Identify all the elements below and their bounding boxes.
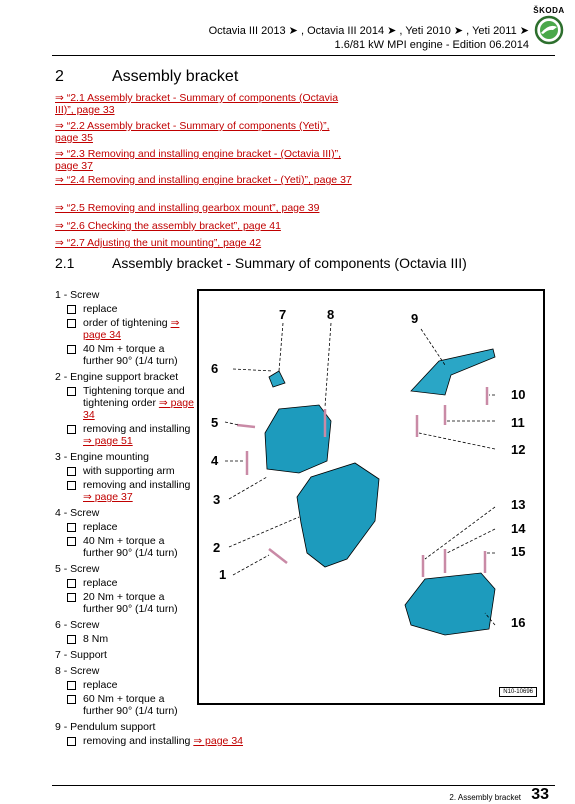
callout-15: 15 — [511, 544, 526, 559]
checkbox-bullet-icon — [67, 593, 76, 602]
legend-item-title: 1 - Screw — [55, 289, 100, 301]
toc-link-2-5[interactable]: ⇒ “2.5 Removing and installing gearbox mount”, page 39 — [55, 202, 320, 214]
legend-item-title: 9 - Pendulum support — [55, 721, 156, 733]
legend-note: 60 Nm + torque a further 90° (1/4 turn) — [83, 693, 178, 717]
gearbox-mount-part — [405, 573, 495, 635]
checkbox-bullet-icon — [67, 305, 76, 314]
legend-item-title: 5 - Screw — [55, 563, 100, 575]
checkbox-bullet-icon — [67, 635, 76, 644]
callout-9: 9 — [411, 311, 419, 326]
legend-note: order of tightening — [83, 317, 168, 329]
engine-mounting-part — [265, 405, 331, 473]
toc-link-2-4[interactable]: ⇒ “2.4 Removing and installing engine bracket - (Yeti)”, page 37 — [55, 174, 352, 186]
legend-item-title: 3 - Engine mounting — [55, 451, 149, 463]
legend-item-1 — [55, 289, 195, 367]
checkbox-bullet-icon — [67, 695, 76, 704]
legend-note: removing and installing — [83, 479, 191, 491]
component-legend — [55, 289, 243, 751]
callout-5: 5 — [211, 415, 219, 430]
callout-12: 12 — [511, 442, 526, 457]
page-link[interactable]: ⇒ page 34 — [193, 735, 243, 747]
callout-8: 8 — [327, 307, 335, 322]
checkbox-bullet-icon — [67, 425, 76, 434]
callout-3: 3 — [213, 492, 221, 507]
legend-note: replace — [83, 679, 118, 691]
exploded-view-figure — [197, 289, 545, 705]
page-number: 33 — [531, 786, 549, 803]
legend-item-7 — [55, 649, 195, 661]
legend-note: 40 Nm + torque a further 90° (1/4 turn) — [83, 535, 178, 559]
checkbox-bullet-icon — [67, 523, 76, 532]
toc-link-2-2[interactable]: ⇒ “2.2 Assembly bracket - Summary of components (Yeti)”, page 35 — [55, 120, 330, 144]
legend-item-2 — [55, 371, 195, 447]
legend-note: with supporting arm — [83, 465, 175, 477]
legend-item-8 — [55, 665, 195, 717]
legend-note: removing and installing — [83, 735, 191, 747]
legend-note: replace — [83, 577, 118, 589]
callout-2: 2 — [213, 540, 221, 555]
toc-link-2-6[interactable]: ⇒ “2.6 Checking the assembly bracket”, page 41 — [55, 220, 281, 232]
callout-11: 11 — [511, 415, 525, 430]
checkbox-bullet-icon — [67, 681, 76, 690]
footer-rule — [52, 785, 555, 786]
callout-13: 13 — [511, 497, 526, 512]
page-link[interactable]: ⇒ page 34 — [83, 397, 194, 421]
checkbox-bullet-icon — [67, 481, 76, 490]
callout-14: 14 — [511, 521, 526, 536]
legend-note: Tightening torque and tightening order — [83, 385, 185, 409]
checkbox-bullet-icon — [67, 345, 76, 354]
legend-item-3 — [55, 451, 195, 503]
header-rule — [52, 55, 555, 56]
page-link[interactable]: ⇒ page 51 — [83, 435, 133, 447]
section-number: 2 — [55, 68, 64, 85]
legend-item-title: 7 - Support — [55, 649, 107, 661]
checkbox-bullet-icon — [67, 467, 76, 476]
skoda-emblem-icon — [534, 15, 564, 45]
legend-item-title: 4 - Screw — [55, 507, 100, 519]
subsection-number: 2.1 — [55, 255, 75, 271]
legend-note: replace — [83, 521, 118, 533]
engine-support-bracket-part — [297, 463, 379, 567]
callout-1: 1 — [219, 567, 227, 582]
toc-link-2-1[interactable]: ⇒ “2.1 Assembly bracket - Summary of components (Octavia III)”, page 33 — [55, 92, 339, 116]
legend-note: removing and installing — [83, 423, 191, 435]
subsection-title: Assembly bracket - Summary of components (Octavia III) — [112, 255, 467, 271]
checkbox-bullet-icon — [67, 579, 76, 588]
figure-code: N10-10696 — [499, 687, 537, 697]
footer-section: 2. Assembly bracket — [449, 793, 521, 802]
legend-item-title: 2 - Engine support bracket — [55, 371, 179, 383]
toc-link-2-3[interactable]: ⇒ “2.3 Removing and installing engine bracket - (Octavia III)”, page 37 — [55, 148, 342, 172]
legend-item-6 — [55, 619, 195, 645]
checkbox-bullet-icon — [67, 387, 76, 396]
skoda-logo — [531, 6, 567, 50]
legend-note: replace — [83, 303, 118, 315]
page-link[interactable]: ⇒ page 34 — [83, 317, 180, 341]
header-vehicles: Octavia III 2013 ➤ , Octavia III 2014 ➤ , Yeti 2010 ➤ , Yeti 2011 ➤ — [208, 25, 529, 37]
pendulum-support-part — [411, 349, 495, 395]
screw-part — [237, 425, 255, 427]
toc-link-2-7[interactable]: ⇒ “2.7 Adjusting the unit mounting”, page 42 — [55, 237, 262, 249]
legend-item-5 — [55, 563, 195, 615]
page-link[interactable]: ⇒ page 37 — [83, 491, 133, 503]
header-edition: 1.6/81 kW MPI engine - Edition 06.2014 — [334, 39, 529, 51]
screw-part — [269, 549, 287, 563]
legend-item-title: 6 - Screw — [55, 619, 100, 631]
page-header — [209, 24, 529, 52]
logo-wordmark: ŠKODA — [533, 6, 565, 15]
callout-7: 7 — [279, 307, 287, 322]
checkbox-bullet-icon — [67, 319, 76, 328]
checkbox-bullet-icon — [67, 737, 76, 746]
legend-note: 8 Nm — [83, 633, 109, 645]
support-part — [269, 371, 285, 387]
legend-item-9 — [55, 721, 275, 747]
section-title: Assembly bracket — [112, 68, 239, 85]
callout-10: 10 — [511, 387, 526, 402]
legend-note: 40 Nm + torque a further 90° (1/4 turn) — [83, 343, 178, 367]
callout-6: 6 — [211, 361, 219, 376]
legend-item-4 — [55, 507, 195, 559]
component-drawing — [199, 291, 543, 703]
callout-16: 16 — [511, 615, 526, 630]
checkbox-bullet-icon — [67, 537, 76, 546]
callout-4: 4 — [211, 453, 219, 468]
legend-item-title: 8 - Screw — [55, 665, 100, 677]
legend-note: 20 Nm + torque a further 90° (1/4 turn) — [83, 591, 178, 615]
